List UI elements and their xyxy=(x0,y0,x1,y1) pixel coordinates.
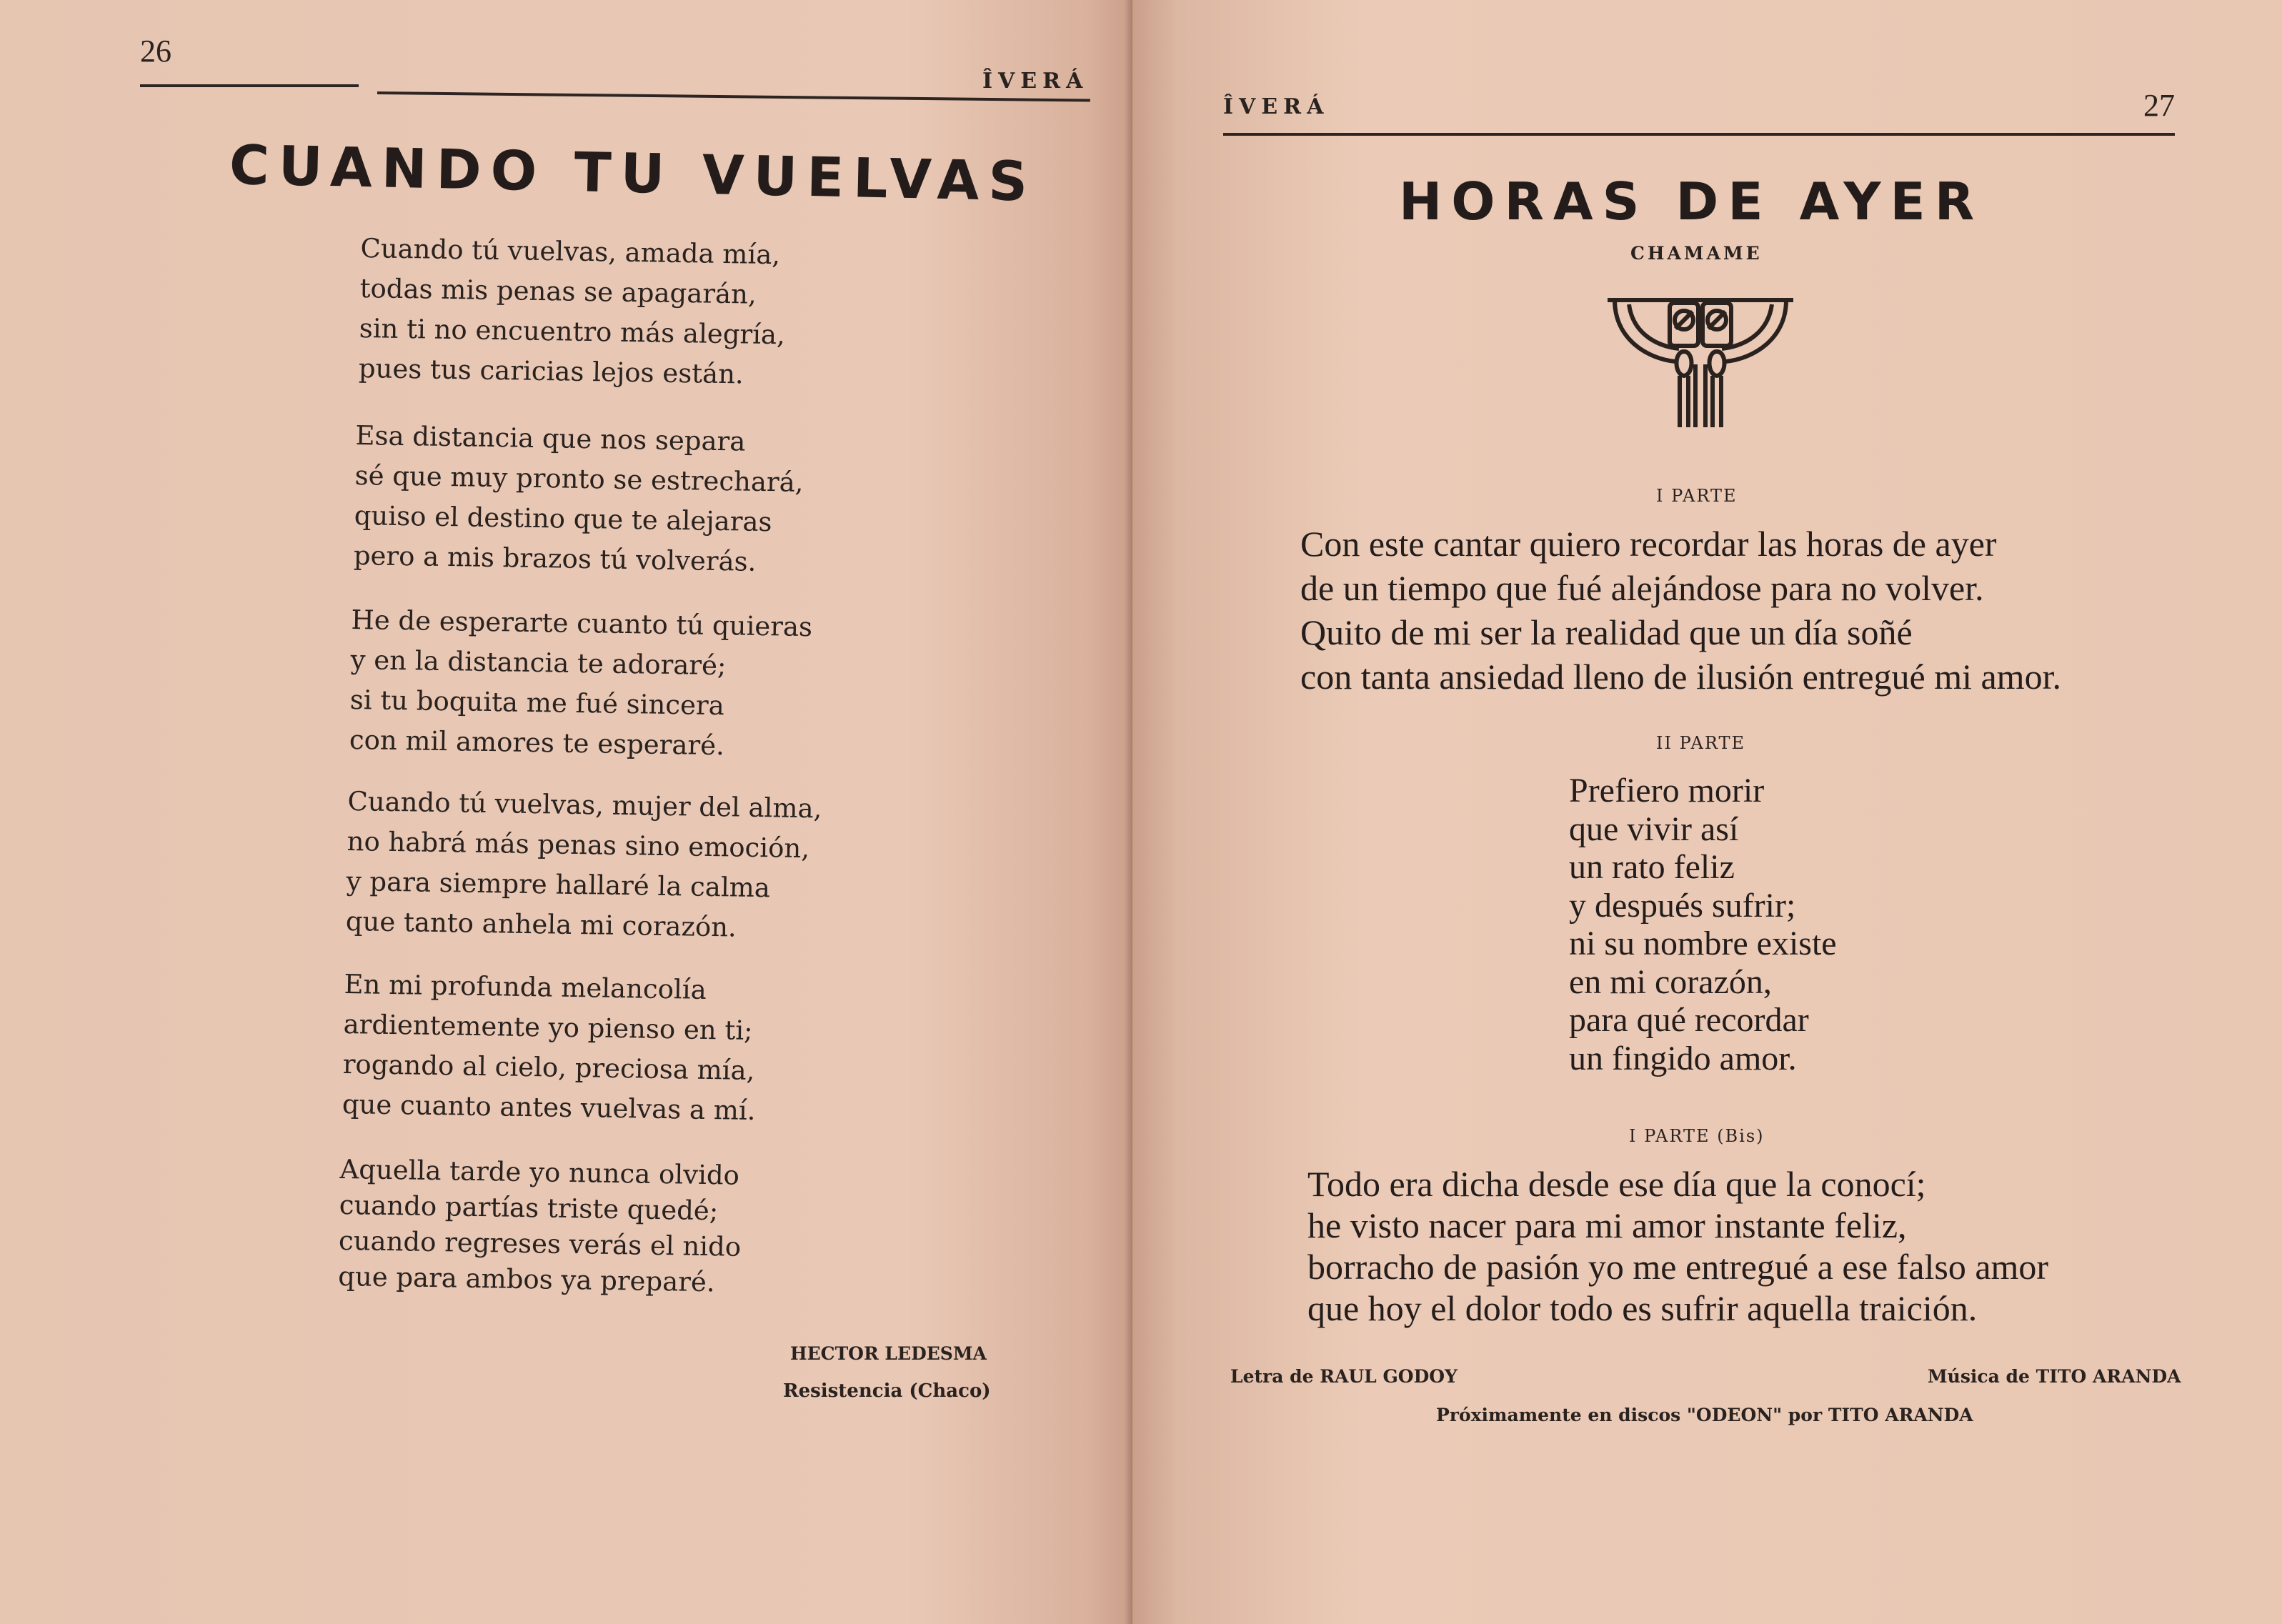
verse-line: borracho de pasión yo me entregué a ese falso amor xyxy=(1307,1247,2049,1287)
verse-line: Todo era dicha desde ese día que la conocí; xyxy=(1307,1164,1926,1204)
lyrics-credit: Letra de RAUL GODOY xyxy=(1230,1366,1458,1387)
left-page xyxy=(0,0,1132,1624)
part3-verses xyxy=(1307,1163,2048,1329)
verse-line: pues tus caricias lejos están. xyxy=(358,352,744,390)
section-heading-part1-bis: I PARTE (Bis) xyxy=(1629,1126,1765,1146)
verse-line: quiso el destino que te alejaras xyxy=(354,499,772,538)
stanza-4 xyxy=(345,782,822,949)
verse-line: He de esperarte cuanto tú quieras xyxy=(351,604,813,643)
verse-line: ni su nombre existe xyxy=(1569,925,1837,962)
verse-line: que para ambos ya preparé. xyxy=(337,1260,715,1298)
verse-line: y para siempre hallaré la calma xyxy=(346,865,771,904)
verse-line: de un tiempo que fué alejándose para no volver. xyxy=(1300,568,1984,608)
stanza-6 xyxy=(338,1152,742,1301)
verse-line: que cuanto antes vuelvas a mí. xyxy=(342,1088,756,1127)
verse-line: Prefiero morir xyxy=(1569,772,1765,809)
verse-line: no habrá más penas sino emoción, xyxy=(347,825,810,865)
verse-line: Cuando tú vuelvas, mujer del alma, xyxy=(347,785,822,825)
verse-line: para qué recordar xyxy=(1569,1001,1809,1039)
verse-line: En mi profunda melancolía xyxy=(344,968,707,1005)
author-name: HECTOR LEDESMA xyxy=(790,1343,987,1364)
verse-line: si tu boquita me fué sincera xyxy=(349,684,725,722)
verse-line: Aquella tarde yo nunca olvido xyxy=(339,1153,740,1191)
music-credit: Música de TITO ARANDA xyxy=(1928,1366,2181,1387)
part2-verses xyxy=(1569,772,1837,1077)
verse-line: cuando partías triste quedé; xyxy=(339,1189,719,1227)
verse-line: y después sufrir; xyxy=(1569,886,1796,925)
verse-line: en mi corazón, xyxy=(1569,962,1772,1001)
verse-line: un fingido amor. xyxy=(1569,1039,1797,1077)
header-rule-right xyxy=(1223,133,2175,136)
verse-line: sin ti no encuentro más alegría, xyxy=(359,312,786,351)
stanza-2 xyxy=(353,416,804,583)
running-head-left: ÎVERÁ xyxy=(982,69,1089,94)
verse-line: pero a mis brazos tú volverás. xyxy=(353,539,757,577)
verse-line: he visto nacer para mi amor instante feliz, xyxy=(1307,1205,1907,1245)
stanza-5 xyxy=(342,965,757,1131)
verse-line: Esa distancia que nos separa xyxy=(355,419,746,457)
header-rule-left-short xyxy=(140,84,359,87)
verse-line: todas mis penas se apagarán, xyxy=(359,272,757,310)
page-number-right: 27 xyxy=(2143,88,2175,123)
song-title-right: HORAS DE AYER xyxy=(1399,171,1984,231)
stanza-1 xyxy=(358,229,786,395)
verse-line: rogando al cielo, preciosa mía, xyxy=(342,1048,755,1087)
author-location: Resistencia (Chaco) xyxy=(783,1380,991,1402)
part1-verses xyxy=(1300,522,2061,699)
verse-line: ardientemente yo pienso en ti; xyxy=(343,1008,753,1046)
verse-line: cuando regreses verás el nido xyxy=(338,1225,742,1262)
verse-line: Cuando tú vuelvas, amada mía, xyxy=(360,232,781,271)
verse-line: Quito de mi ser la realidad que un día soñé xyxy=(1300,612,1913,652)
verse-line: un rato feliz xyxy=(1569,848,1735,886)
verse-line: que tanto anhela mi corazón. xyxy=(345,905,737,943)
release-note: Próximamente en discos "ODEON" por TITO ARANDA xyxy=(1436,1405,1973,1425)
song-title-left: CUANDO TU VUELVAS xyxy=(229,133,1038,214)
verse-line: Con este cantar quiero recordar las horas de ayer xyxy=(1300,524,1997,564)
stanza-3 xyxy=(349,600,812,767)
song-genre: CHAMAME xyxy=(1630,243,1763,264)
section-heading-part2: II PARTE xyxy=(1656,733,1746,753)
verse-line: con tanta ansiedad lleno de ilusión entregué mi amor. xyxy=(1300,657,2061,697)
verse-line: y en la distancia te adoraré; xyxy=(350,644,727,682)
verse-line: con mil amores te esperaré. xyxy=(349,724,725,762)
running-head-right: ÎVERÁ xyxy=(1223,94,1330,119)
verse-line: sé que muy pronto se estrechará, xyxy=(354,459,804,498)
verse-line: que vivir así xyxy=(1569,809,1739,848)
verse-line: que hoy el dolor todo es sufrir aquella traición. xyxy=(1307,1288,1978,1328)
section-heading-part1: I PARTE xyxy=(1656,486,1738,506)
page-number-left: 26 xyxy=(140,34,171,69)
guitar-ornament-icon xyxy=(1604,296,1797,432)
